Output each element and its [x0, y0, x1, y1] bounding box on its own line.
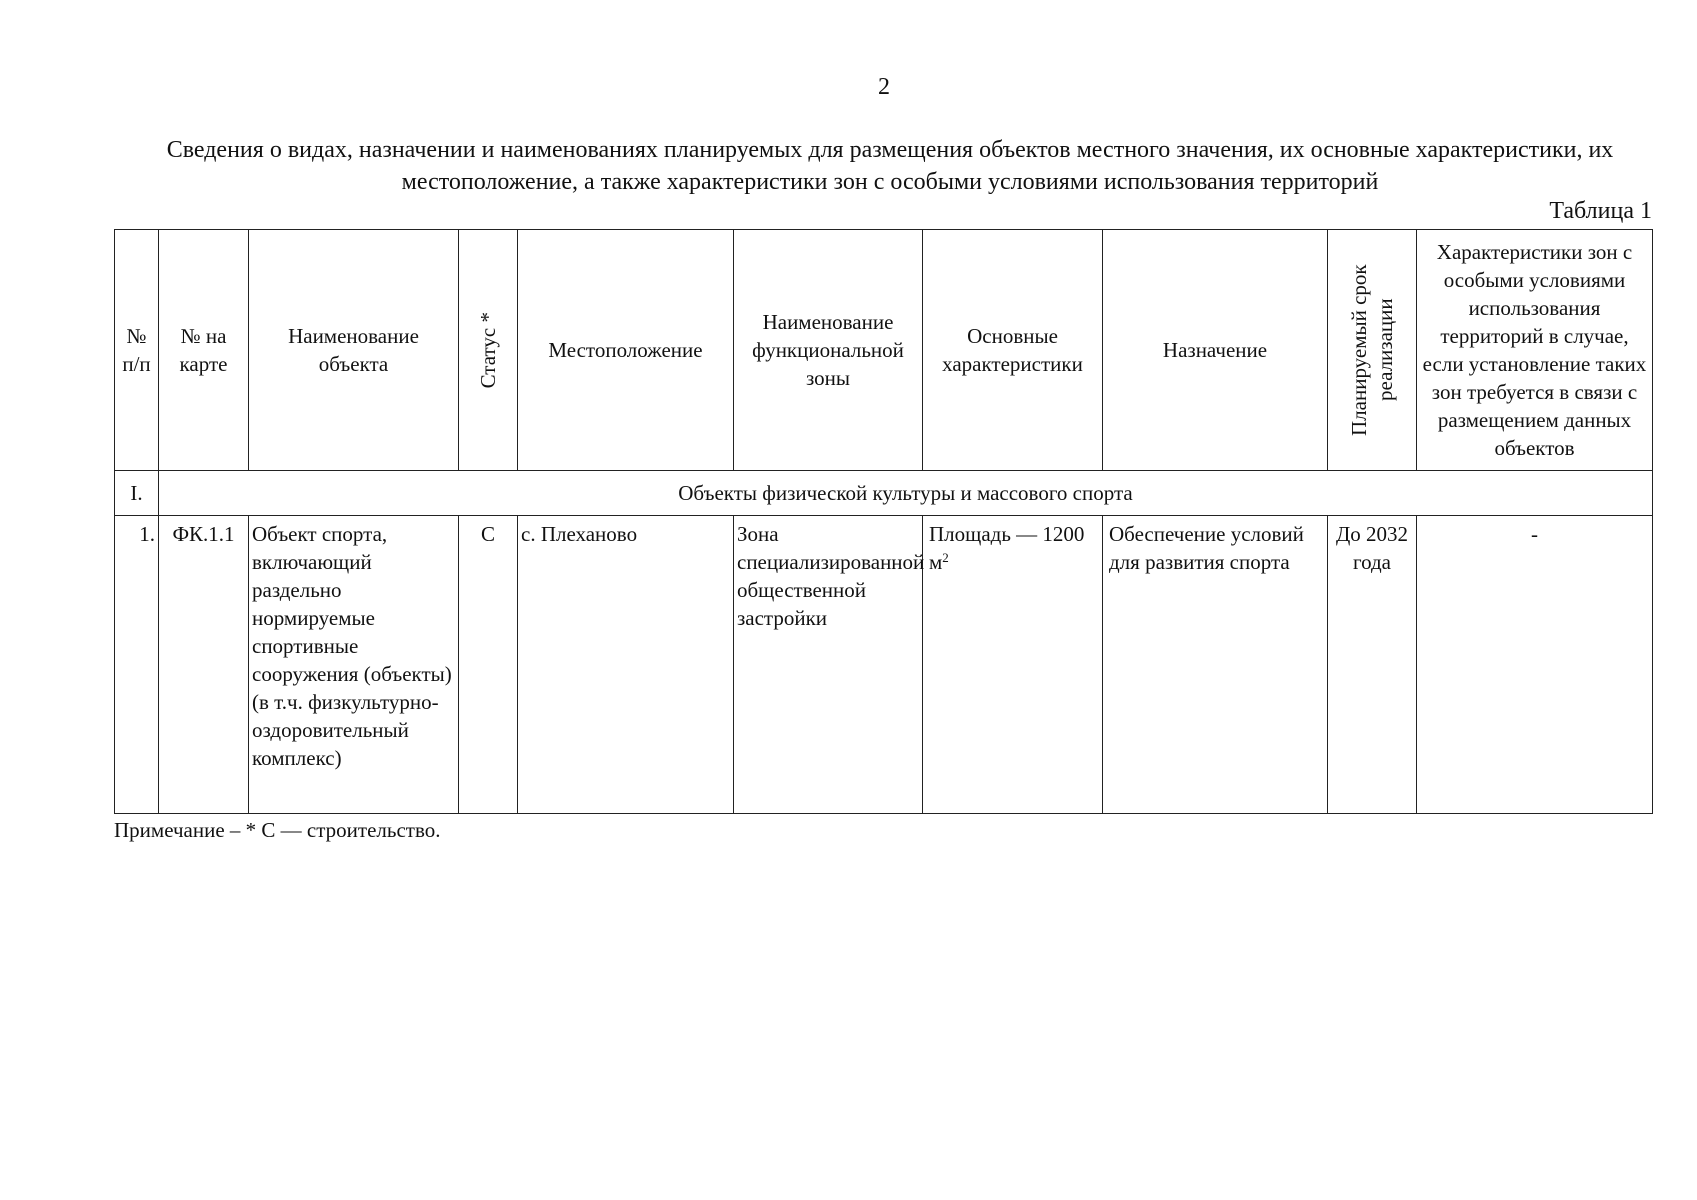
table-row: [115, 516, 1653, 814]
header-deadline: [1328, 230, 1417, 471]
header-special-zones: Характеристики зон с особыми условиями использования территорий в случае, если установление таких зон требуется в связи с размещением данных объектов: [1417, 230, 1653, 471]
document-title: Сведения о видах, назначении и наименованиях планируемых для размещения объектов местного значения, их основные характеристики, их местоположение, а также характеристики зон с особыми условиями использования территорий: [166, 137, 1614, 195]
header-status-label: Статус *: [476, 311, 500, 389]
cell-map-num: ФК.1.1: [159, 516, 249, 814]
cell-special-zones: -: [1417, 516, 1653, 814]
characteristics-text: Площадь — 1200 м: [929, 522, 1085, 574]
table-caption: Таблица 1: [1549, 198, 1652, 224]
cell-name: Объект спорта, включающий раздельно нормируемые спортивные сооружения (объекты) (в т.ч. физкультурно-оздоровительный комплекс): [249, 516, 459, 814]
header-characteristics: Основные характеристики: [923, 230, 1103, 471]
header-purpose: Назначение: [1103, 230, 1328, 471]
cell-deadline: До 2032 года: [1328, 516, 1417, 814]
section-title: Объекты физической культуры и массового спорта: [159, 471, 1653, 516]
cell-zone: Зона специализированной общественной застройки: [734, 516, 923, 814]
objects-table: [114, 229, 1653, 814]
section-num: I.: [115, 471, 159, 516]
header-zone: Наименование функциональной зоны: [734, 230, 923, 471]
header-name: Наименование объекта: [249, 230, 459, 471]
cell-characteristics: [923, 516, 1103, 814]
cell-status: С: [459, 516, 518, 814]
characteristics-superscript: 2: [942, 550, 949, 565]
header-status: [459, 230, 518, 471]
table-header-row: [115, 230, 1653, 471]
cell-purpose: Обеспечение условий для развития спорта: [1103, 516, 1328, 814]
cell-num: 1.: [115, 516, 159, 814]
section-row: [115, 471, 1653, 516]
header-location: Местоположение: [518, 230, 734, 471]
header-map-num: № на карте: [159, 230, 249, 471]
header-deadline-label: Планируемый срок реализации: [1347, 264, 1397, 436]
page-number: 2: [878, 74, 890, 100]
cell-location: с. Плеханово: [518, 516, 734, 814]
footnote: Примечание – * С — строительство.: [114, 818, 441, 842]
header-num: № п/п: [115, 230, 159, 471]
